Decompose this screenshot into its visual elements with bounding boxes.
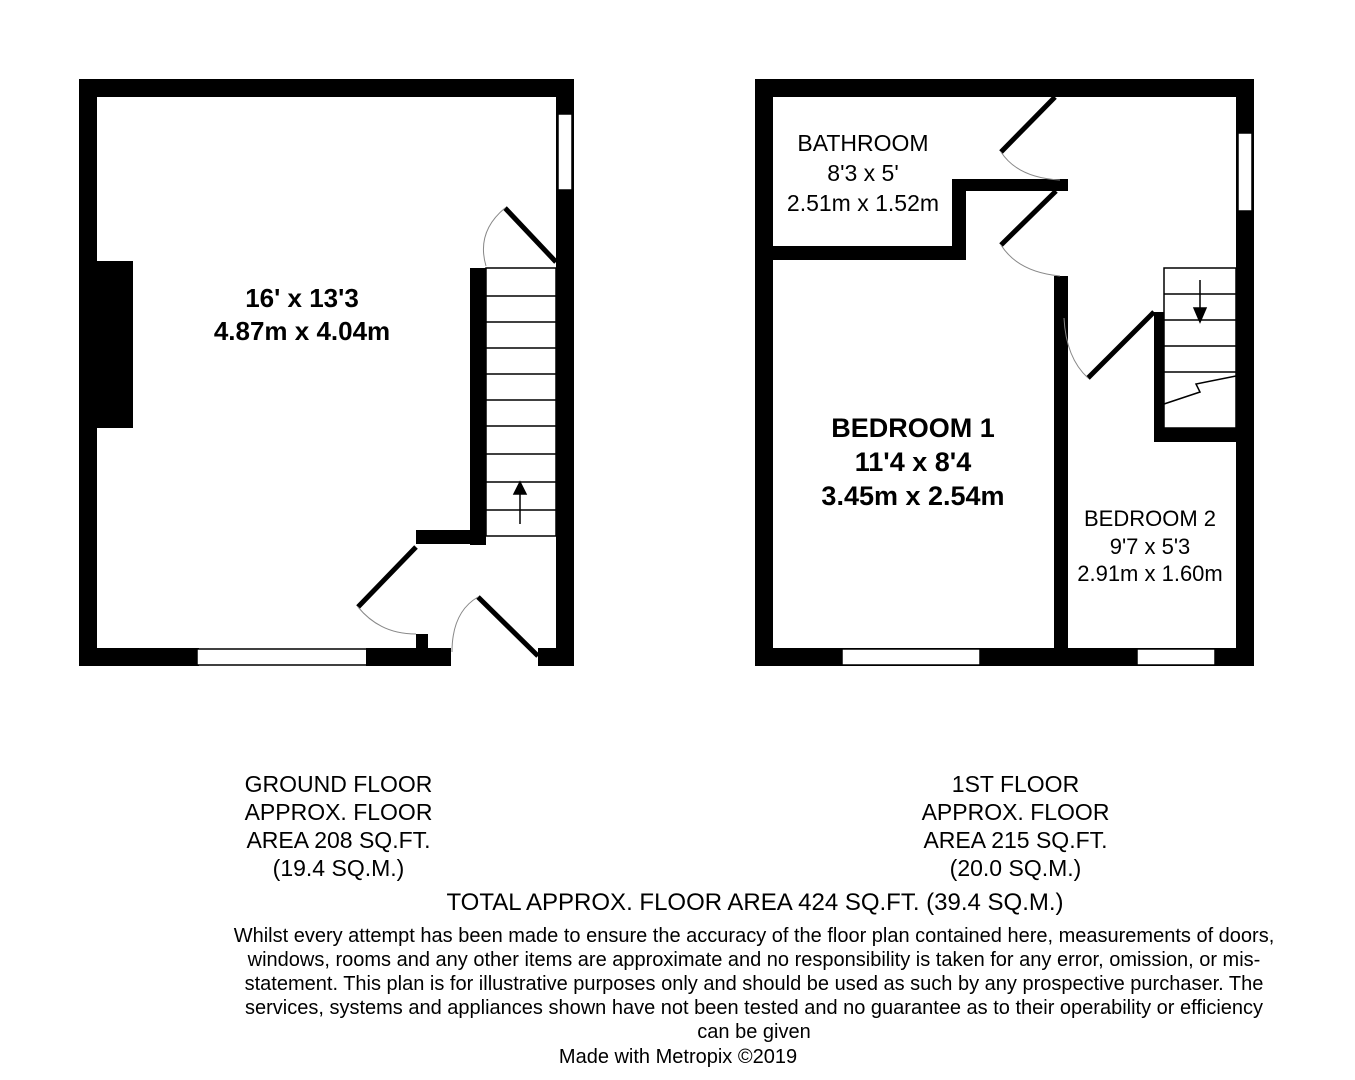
ground-wall-right-lower	[556, 265, 574, 666]
ground-wall-bottom-right	[538, 648, 574, 666]
ground-floor-caption-line: APPROX. FLOOR	[244, 799, 433, 825]
bedroom2-name: BEDROOM 2	[1083, 506, 1217, 531]
ground-wall-bottom-left	[79, 648, 199, 666]
first-window-right	[1238, 133, 1252, 211]
ground-staircase	[486, 268, 556, 536]
first-stair-wall-bottom	[1154, 428, 1238, 442]
ground-wall-bottom-mid	[366, 648, 451, 666]
first-window-bottom-right	[1137, 649, 1215, 665]
first-wall-top-left	[755, 79, 1057, 97]
first-window-bottom-left	[842, 649, 980, 665]
ground-window-bottom	[197, 649, 367, 665]
ground-floor-caption-line: (19.4 SQ.M.)	[272, 855, 405, 881]
bathroom-wall-bottom	[773, 246, 965, 260]
first-floor-caption-line: (20.0 SQ.M.)	[949, 855, 1082, 881]
bedroom1-dimensions-imperial: 11'4 x 8'4	[854, 447, 972, 477]
first-wall-top-right	[1055, 79, 1253, 97]
bathroom-wall-right	[952, 180, 966, 260]
ground-wall-left	[79, 79, 97, 666]
bedroom2-dimensions-metric: 2.91m x 1.60m	[1077, 561, 1223, 586]
first-floor-caption-line: AREA 215 SQ.FT.	[923, 827, 1108, 853]
total-floor-area: TOTAL APPROX. FLOOR AREA 424 SQ.FT. (39.4 SQ.M.)	[446, 889, 1064, 916]
ground-chimney-breast	[96, 261, 133, 428]
bathroom-dimensions-imperial: 8'3 x 5'	[827, 160, 899, 186]
ground-doors	[358, 208, 556, 656]
first-floor-caption-line: APPROX. FLOOR	[921, 799, 1110, 825]
ground-room-dimensions-imperial: 16' x 13'3	[245, 283, 359, 313]
metropix-credit: Made with Metropix ©2019	[558, 1046, 798, 1068]
ground-wall-top	[79, 79, 574, 97]
ground-window-right	[558, 114, 572, 190]
disclaimer-text: Whilst every attempt has been made to ensure the accuracy of the floor plan contained here, measurements of doors, windows, rooms and any other items are approximate and no responsibility is taken for any error, omission, or mis-statement. This plan is for illustrative purposes only and should be used as such by any prospective purchaser. The services, systems and appliances shown have not been tested and no guarantee as to their operability or efficiency can be given	[233, 925, 1275, 1043]
bedroom2-dimensions-imperial: 9'7 x 5'3	[1109, 534, 1191, 559]
first-floor-caption	[913, 770, 1118, 882]
bedroom1-name: BEDROOM 1	[831, 413, 995, 443]
first-stair-wall-left	[1154, 312, 1164, 442]
bathroom-dimensions-metric: 2.51m x 1.52m	[786, 190, 940, 216]
ground-stair-wall-foot	[416, 530, 486, 544]
ground-stair-wall	[470, 268, 486, 545]
ground-floor-caption-line: GROUND FLOOR	[244, 771, 433, 797]
first-staircase	[1164, 268, 1236, 428]
bathroom-name: BATHROOM	[797, 130, 929, 156]
first-floor-caption-line: 1ST FLOOR	[951, 771, 1080, 797]
first-wall-left	[755, 79, 773, 666]
bathroom-wall-top-return	[952, 179, 1068, 191]
ground-floor-plan	[79, 79, 574, 666]
first-floor-plan	[755, 79, 1254, 666]
ground-door-post	[416, 634, 428, 654]
ground-room-dimensions-metric: 4.87m x 4.04m	[213, 316, 391, 346]
ground-floor-caption-line: AREA 208 SQ.FT.	[246, 827, 431, 853]
first-doors	[1001, 97, 1154, 378]
ground-floor-caption	[236, 770, 441, 882]
bedroom1-dimensions-metric: 3.45m x 2.54m	[821, 481, 1005, 511]
